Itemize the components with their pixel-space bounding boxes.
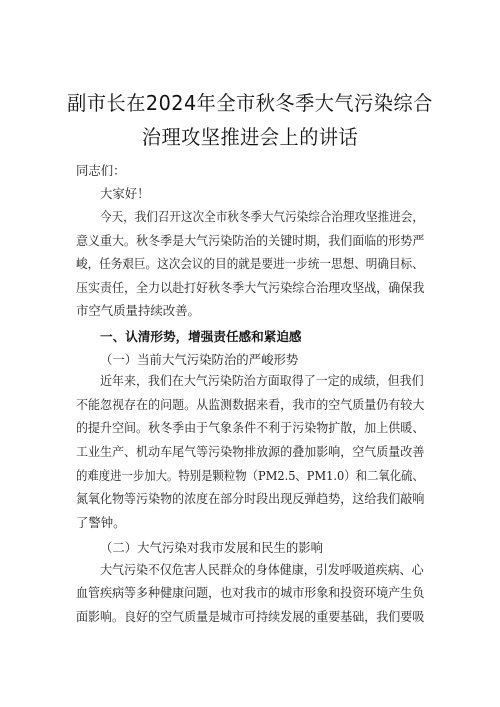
salutation: 同志们： bbox=[76, 163, 126, 178]
document-title-line2: 治理攻坚推进会上的讲话 bbox=[141, 125, 359, 149]
body-line: 不能忽视存在的问题。从监测数据来看，我市的空气质量仍有较大 bbox=[76, 397, 425, 412]
body-line: 工业生产、机动车尾气等污染物排放源的叠加影响，空气质量改善 bbox=[76, 444, 425, 459]
intro-line: 压实责任，全力以赴打好秋冬季大气污染综合治理攻坚战，确保我 bbox=[76, 280, 425, 295]
greeting: 大家好！ bbox=[100, 186, 150, 201]
intro-line: 市空气质量持续改善。 bbox=[76, 303, 200, 318]
body-line: 氮氧化物等污染物的浓度在部分时段出现反弹趋势，这给我们敲响 bbox=[76, 491, 425, 506]
body-line: 的提升空间。秋冬季由于气象条件不利于污染物扩散，加上供暖、 bbox=[76, 420, 425, 435]
subsection-heading: （二）大气污染对我市发展和民生的影响 bbox=[100, 540, 324, 555]
body-line: 血管疾病等多种健康问题，也对我市的城市形象和投资环境产生负 bbox=[76, 585, 425, 600]
body-line: 近年来，我们在大气污染防治方面取得了一定的成绩，但我们 bbox=[100, 373, 424, 388]
body-line: 了警钟。 bbox=[76, 515, 126, 530]
intro-line: 意义重大。秋冬季是大气污染防治的关键时期，我们面临的形势严 bbox=[76, 233, 425, 248]
intro-line: 峻，任务艰巨。这次会议的目的就是要进一步统一思想、明确目标、 bbox=[76, 256, 424, 271]
document-title-line1: 副市长在2024年全市秋冬季大气污染综合 bbox=[67, 91, 433, 115]
intro-line: 今天，我们召开这次全市秋冬季大气污染综合治理攻坚推进会， bbox=[100, 209, 424, 224]
body-line: 的难度进一步加大。特别是颗粒物（PM2.5、PM1.0）和二氧化硫、 bbox=[76, 468, 424, 483]
body-line: 大气污染不仅危害人民群众的身体健康，引发呼吸道疾病、心 bbox=[100, 562, 424, 577]
section-heading: 一、认清形势，增强责任感和紧迫感 bbox=[100, 329, 302, 344]
subsection-heading: （一）当前大气污染防治的严峻形势 bbox=[100, 352, 299, 367]
body-line: 面影响。良好的空气质量是城市可持续发展的重要基础，我们要吸 bbox=[76, 609, 425, 624]
